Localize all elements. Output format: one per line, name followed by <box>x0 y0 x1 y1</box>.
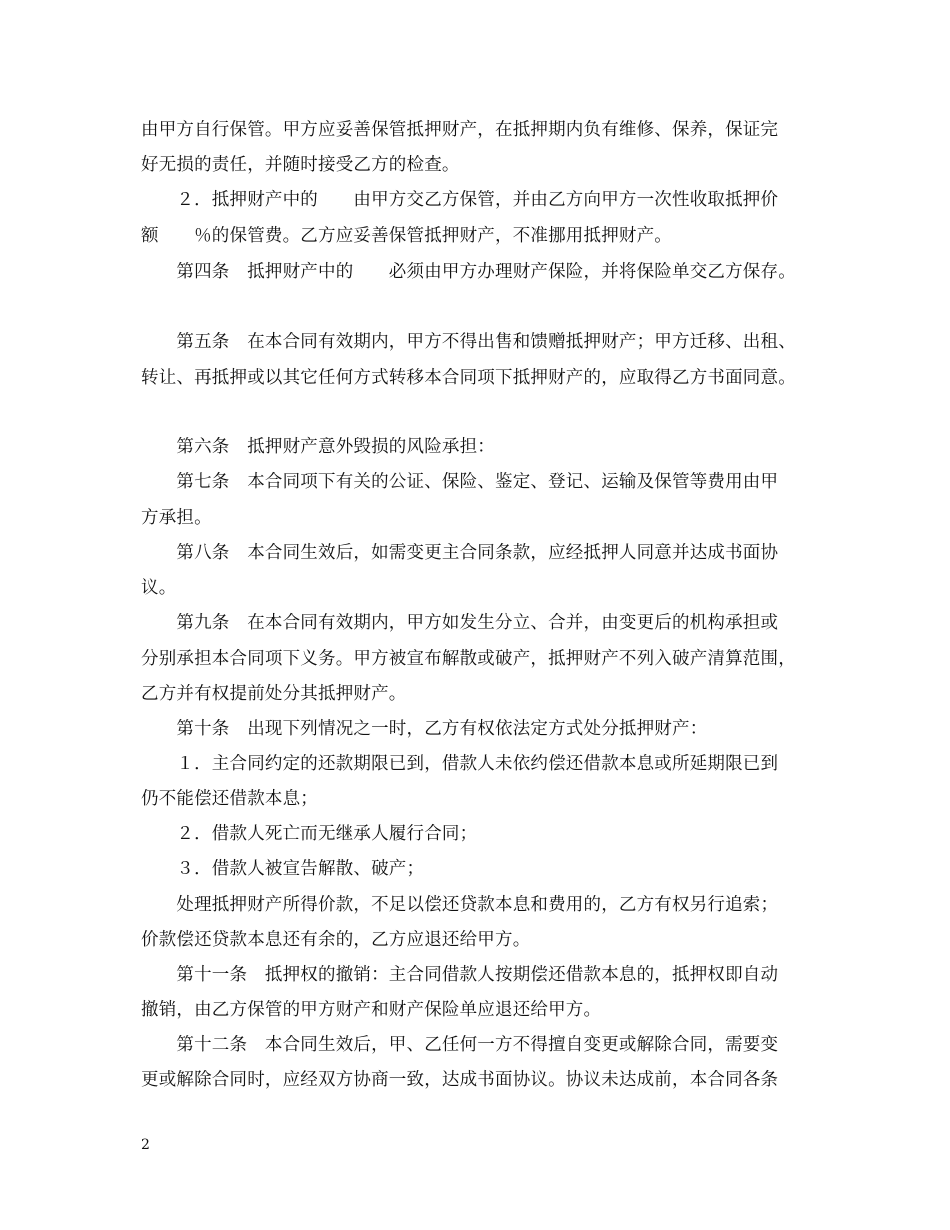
text-line: 更或解除合同时，应经双方协商一致，达成书面协议。协议未达成前，本合同各条 <box>141 1070 779 1090</box>
text-line: 好无损的责任，并随时接受乙方的检查。 <box>141 155 460 175</box>
text-line: ２．抵押财产中的 由甲方交乙方保管，并由乙方向甲方一次性收取抵押价 <box>141 190 779 210</box>
text-line: 第十二条 本合同生效后，甲、乙任何一方不得擅自变更或解除合同，需要变 <box>141 1035 779 1055</box>
text-line: 第五条 在本合同有效期内，甲方不得出售和馈赠抵押财产；甲方迁移、出租、 <box>141 332 796 352</box>
text-line: 由甲方自行保管。甲方应妥善保管抵押财产，在抵押期内负有维修、保养，保证完 <box>141 120 779 140</box>
text-line: 第七条 本合同项下有关的公证、保险、鉴定、登记、运输及保管等费用由甲 <box>141 472 779 492</box>
text-line: 价款偿还贷款本息还有余的，乙方应退还给甲方。 <box>141 930 531 950</box>
text-line: 仍不能偿还借款本息； <box>141 789 318 809</box>
text-line: 第十条 出现下列情况之一时，乙方有权依法定方式处分抵押财产： <box>141 719 708 739</box>
text-line: 方承担。 <box>141 508 212 528</box>
text-line: １．主合同约定的还款期限已到，借款人未依约偿还借款本息或所延期限已到 <box>141 754 779 774</box>
text-line: 处理抵押财产所得价款，不足以偿还贷款本息和费用的，乙方有权另行追索； <box>141 895 779 915</box>
text-line: 撤销，由乙方保管的甲方财产和财产保险单应退还给甲方。 <box>141 1000 602 1020</box>
text-line: ３．借款人被宣告解散、破产； <box>141 859 425 879</box>
text-line: 第六条 抵押财产意外毁损的风险承担： <box>141 437 495 457</box>
text-line: 议。 <box>141 578 177 598</box>
text-line: 额 ％的保管费。乙方应妥善保管抵押财产，不准挪用抵押财产。 <box>141 226 672 246</box>
text-line: 转让、再抵押或以其它任何方式转移本合同项下抵押财产的，应取得乙方书面同意。 <box>141 368 796 388</box>
text-line: 第四条 抵押财产中的 必须由甲方办理财产保险，并将保险单交乙方保存。 <box>141 262 796 282</box>
text-line: 第九条 在本合同有效期内，甲方如发生分立、合并，由变更后的机构承担或 <box>141 613 779 633</box>
text-line: ２．借款人死亡而无继承人履行合同； <box>141 824 478 844</box>
text-line: 第八条 本合同生效后，如需变更主合同条款，应经抵押人同意并达成书面协 <box>141 543 779 563</box>
page-number: 2 <box>141 1137 150 1153</box>
text-line: 第十一条 抵押权的撤销：主合同借款人按期偿还借款本息的，抵押权即自动 <box>141 965 779 985</box>
text-line: 分别承担本合同项下义务。甲方被宣布解散或破产，抵押财产不列入破产清算范围， <box>141 649 796 669</box>
text-line: 乙方并有权提前处分其抵押财产。 <box>141 684 407 704</box>
